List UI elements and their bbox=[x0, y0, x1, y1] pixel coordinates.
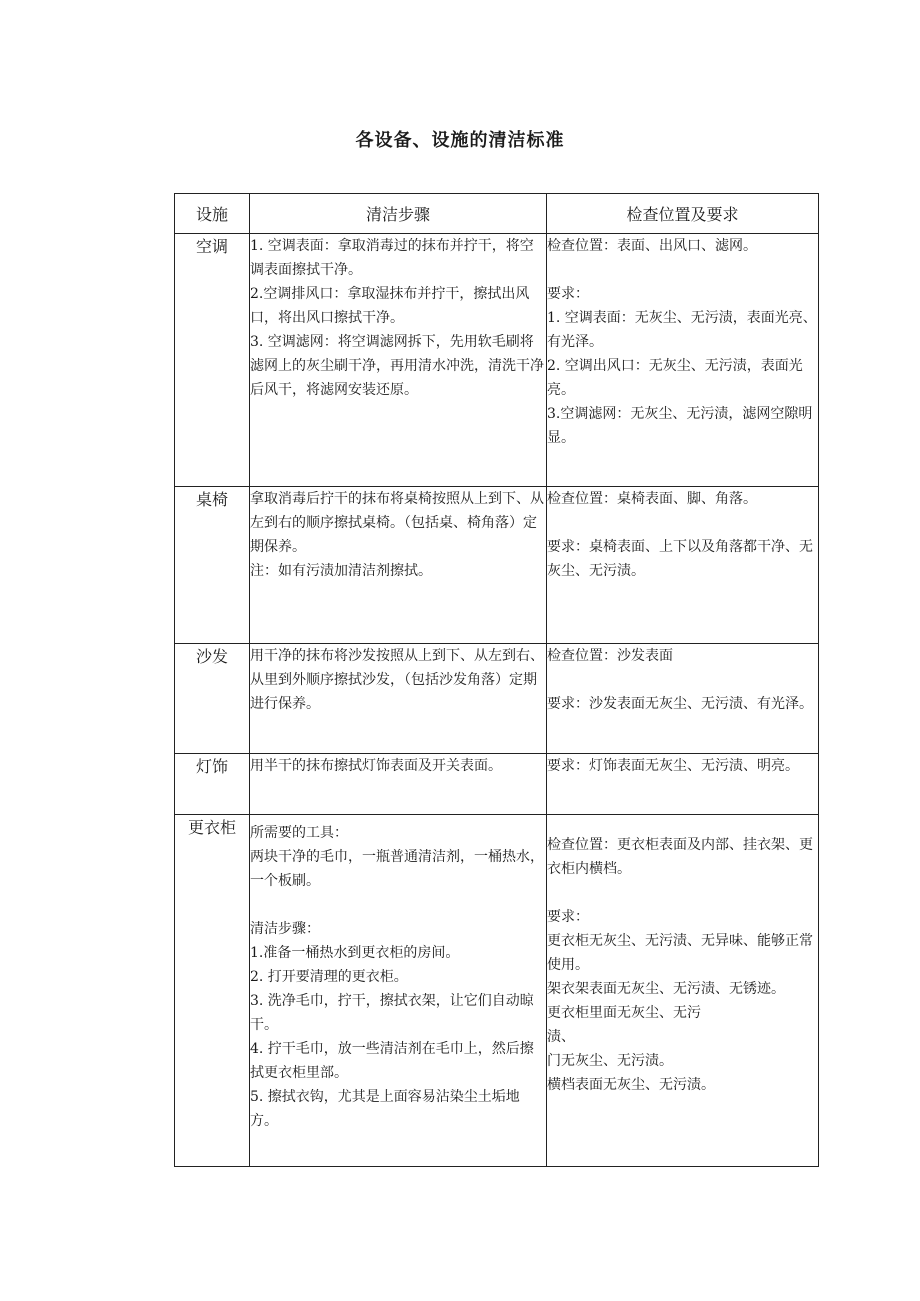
step-text: 5. 擦拭衣钩，尤其是上面容易沾染尘土垢地方。 bbox=[250, 1089, 520, 1129]
steps-cell bbox=[250, 234, 547, 487]
requirement-text: 要求： bbox=[547, 286, 589, 302]
requirement-text: 要求：灯饰表面无灰尘、无污渍、明亮。 bbox=[547, 758, 799, 774]
step-text: 注：如有污渍加清洁剂擦拭。 bbox=[250, 563, 432, 579]
check-location: 检查位置：更衣柜表面及内部、挂衣架、更衣柜内横档。 bbox=[547, 837, 813, 877]
steps-cell bbox=[250, 487, 547, 644]
requirement-text: 2. 空调出风口：无灰尘、无污渍，表面光亮。 bbox=[547, 358, 803, 398]
check-cell bbox=[547, 754, 819, 815]
requirement-text: 要求：桌椅表面、上下以及角落都干净、无灰尘、无污渍。 bbox=[547, 539, 813, 579]
step-text: 拿取消毒后拧干的抹布将桌椅按照从上到下、从左到右的顺序擦拭桌椅。（包括桌、椅角落）定期保养。 bbox=[250, 491, 544, 555]
facility-cell: 沙发 bbox=[175, 644, 250, 754]
header-check: 检查位置及要求 bbox=[547, 194, 819, 234]
table-row bbox=[175, 487, 819, 644]
check-cell bbox=[547, 644, 819, 754]
steps-heading: 清洁步骤： bbox=[250, 921, 320, 937]
step-text: 2. 打开要清理的更衣柜。 bbox=[250, 969, 408, 985]
step-text: 2.空调排风口：拿取湿抹布并拧干，擦拭出风口，将出风口擦拭干净。 bbox=[250, 286, 530, 326]
requirement-text: 3.空调滤网：无灰尘、无污渍，滤网空隙明显。 bbox=[547, 406, 813, 446]
cleaning-standards-table bbox=[174, 193, 819, 1167]
step-text: 用半干的抹布擦拭灯饰表面及开关表面。 bbox=[250, 758, 502, 774]
facility-cell: 空调 bbox=[175, 234, 250, 487]
step-text: 4. 拧干毛巾，放一些清洁剂在毛巾上，然后擦拭更衣柜里部。 bbox=[250, 1041, 534, 1081]
requirement-text: 更衣柜里面无灰尘、无污 bbox=[547, 1005, 701, 1021]
check-location: 检查位置：表面、出风口、滤网。 bbox=[547, 238, 757, 254]
tools-heading: 所需要的工具： bbox=[250, 825, 348, 841]
step-text: 3. 洗净毛巾，拧干，擦拭衣架，让它们自动晾干。 bbox=[250, 993, 534, 1033]
table-row bbox=[175, 815, 819, 1167]
document-title: 各设备、设施的清洁标准 bbox=[355, 130, 565, 151]
requirement-text: 渍、 bbox=[547, 1029, 575, 1045]
requirement-text: 要求：沙发表面无灰尘、无污渍、有光泽。 bbox=[547, 696, 813, 712]
steps-cell bbox=[250, 644, 547, 754]
tools-text: 两块干净的毛巾，一瓶普通清洁剂，一桶热水，一个板刷。 bbox=[250, 849, 544, 889]
table-row bbox=[175, 234, 819, 487]
header-steps: 清洁步骤 bbox=[250, 194, 547, 234]
table-header-row bbox=[175, 194, 819, 234]
check-cell bbox=[547, 815, 819, 1167]
step-text: 1.准备一桶热水到更衣柜的房间。 bbox=[250, 945, 460, 961]
requirement-text: 要求： bbox=[547, 909, 589, 925]
check-cell bbox=[547, 234, 819, 487]
facility-cell: 灯饰 bbox=[175, 754, 250, 815]
table-row bbox=[175, 644, 819, 754]
facility-cell: 桌椅 bbox=[175, 487, 250, 644]
check-location: 检查位置：沙发表面 bbox=[547, 648, 673, 664]
steps-cell bbox=[250, 754, 547, 815]
requirement-text: 横档表面无灰尘、无污渍。 bbox=[547, 1077, 715, 1093]
requirement-text: 架衣架表面无灰尘、无污渍、无锈迹。 bbox=[547, 981, 785, 997]
table-row bbox=[175, 754, 819, 815]
check-location: 检查位置：桌椅表面、脚、角落。 bbox=[547, 491, 757, 507]
step-text: 用干净的抹布将沙发按照从上到下、从左到右、从里到外顺序擦拭沙发，（包括沙发角落）定期进行保养。 bbox=[250, 648, 544, 712]
requirement-text: 1. 空调表面：无灰尘、无污渍，表面光亮、有光泽。 bbox=[547, 310, 817, 350]
steps-cell bbox=[250, 815, 547, 1167]
facility-cell: 更衣柜 bbox=[175, 815, 250, 1167]
check-cell bbox=[547, 487, 819, 644]
step-text: 1. 空调表面：拿取消毒过的抹布并拧干，将空调表面擦拭干净。 bbox=[250, 238, 534, 278]
requirement-text: 更衣柜无灰尘、无污渍、无异味、能够正常使用。 bbox=[547, 933, 813, 973]
requirement-text: 门无灰尘、无污渍。 bbox=[547, 1053, 673, 1069]
header-facility: 设施 bbox=[175, 194, 250, 234]
step-text: 3. 空调滤网：将空调滤网拆下，先用软毛刷将滤网上的灰尘刷干净，再用清水冲洗，清洗干净后风干，将滤网安装还原。 bbox=[250, 334, 544, 398]
